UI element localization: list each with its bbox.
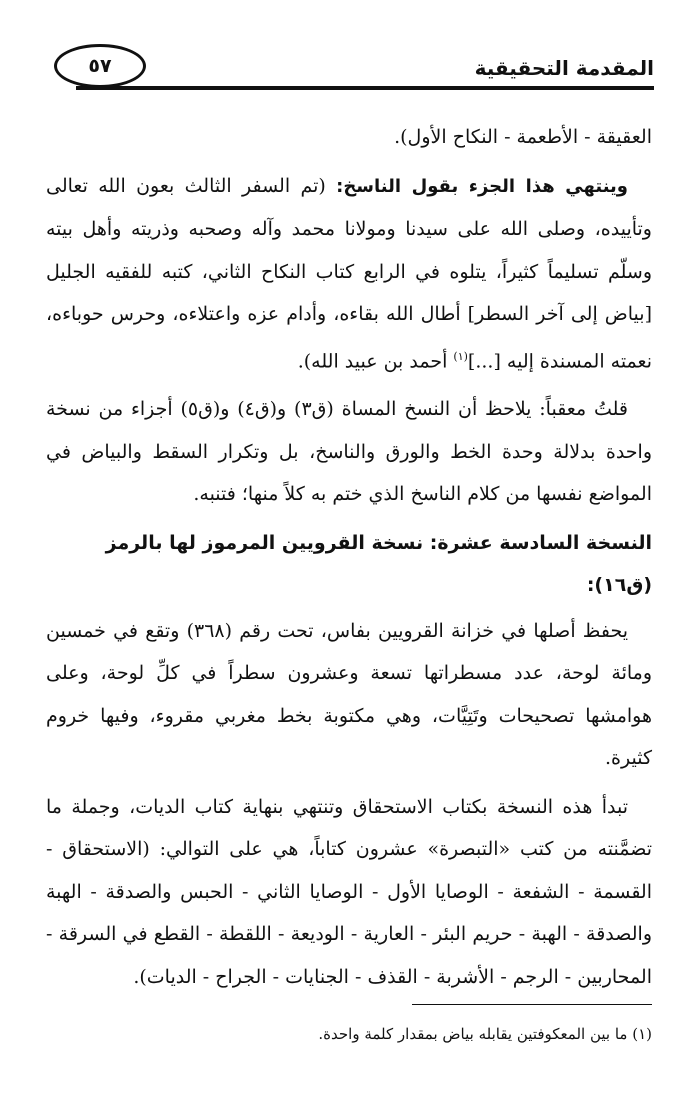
footnote-rule xyxy=(412,1004,652,1005)
footnote: (١) ما بين المعكوفتين يقابله بياض بمقدار كلمة واحدة. xyxy=(318,1025,652,1043)
header-rule xyxy=(76,86,654,90)
footnote-ref: (١) xyxy=(453,349,468,363)
paragraph-4: يحفظ أصلها في خزانة القرويين بفاس، تحت رقم (٣٦٨) وتقع في خمسين ومائة لوحة، عدد مسطراتها تسعة وعشرون سطراً في كلِّ لوحة، وعلى هوامشها تصحيحات وتَتِيَّات، وهي مكتوبة بخط مغربي مقروء، وفيها خروم كثيرة. xyxy=(46,619,652,770)
section-heading: النسخة السادسة عشرة: نسخة القرويين المرموز لها بالرمز (ق١٦): xyxy=(105,531,652,596)
paragraph-1: العقيقة - الأطعمة - النكاح الأول). xyxy=(394,126,652,148)
paragraph-2-lead: وينتهي هذا الجزء بقول الناسخ: xyxy=(336,175,628,197)
paragraph-5: تبدأ هذه النسخة بكتاب الاستحقاق وتنتهي بنهاية كتاب الديات، وجملة ما تضمَّنته من كتب «التبصرة» عشرون كتاباً، هي على التوالي: (الاستحقاق - القسمة - الشفعة - الوصايا الأول - الوصايا الثاني - الحبس والصدقة - الهبة والصدقة - الهبة - حريم البئر - العارية - الوديعة - اللقطة - القطع في السرقة - المحاربين - الرجم - الأشربة - القذف - الجنايات - الجراح - الديات). xyxy=(46,795,652,988)
paragraph-3: قلتُ معقباً: يلاحظ أن النسخ المساة (ق٣) و(ق٤) و(ق٥) أجزاء من نسخة واحدة بدلالة وحدة الخط والورق والناسخ، بل وتكرار السقط والبياض في المواضع نفسها من كلام الناسخ الذي ختم به كلاً منها؛ فتنبه. xyxy=(46,398,652,506)
paragraph-2-end: أحمد بن عبيد الله). xyxy=(297,349,454,372)
page-number: ٥٧ xyxy=(88,55,112,77)
page-header xyxy=(54,42,654,96)
page-number-oval xyxy=(54,44,146,88)
paragraph-2 xyxy=(46,165,652,383)
paragraph-2-text: (تم السفر الثالث بعون الله تعالى وتأييده، وصلى الله على سيدنا ومولانا محمد وآله وصحبه وذريته وأهل بيته وسلّم تسليماً كثيراً، يتلوه في الرابع كتاب النكاح الثاني، كتبه للفقيه الجليل [بياض إلى آخر السطر] أطال الله بقاءه، وأدام عزه واعتلاءه، وحرس حوباءه، نعمته المسندة إليه [...] xyxy=(46,174,652,372)
running-title: المقدمة التحقيقية xyxy=(474,56,654,80)
main-text xyxy=(46,116,652,1004)
